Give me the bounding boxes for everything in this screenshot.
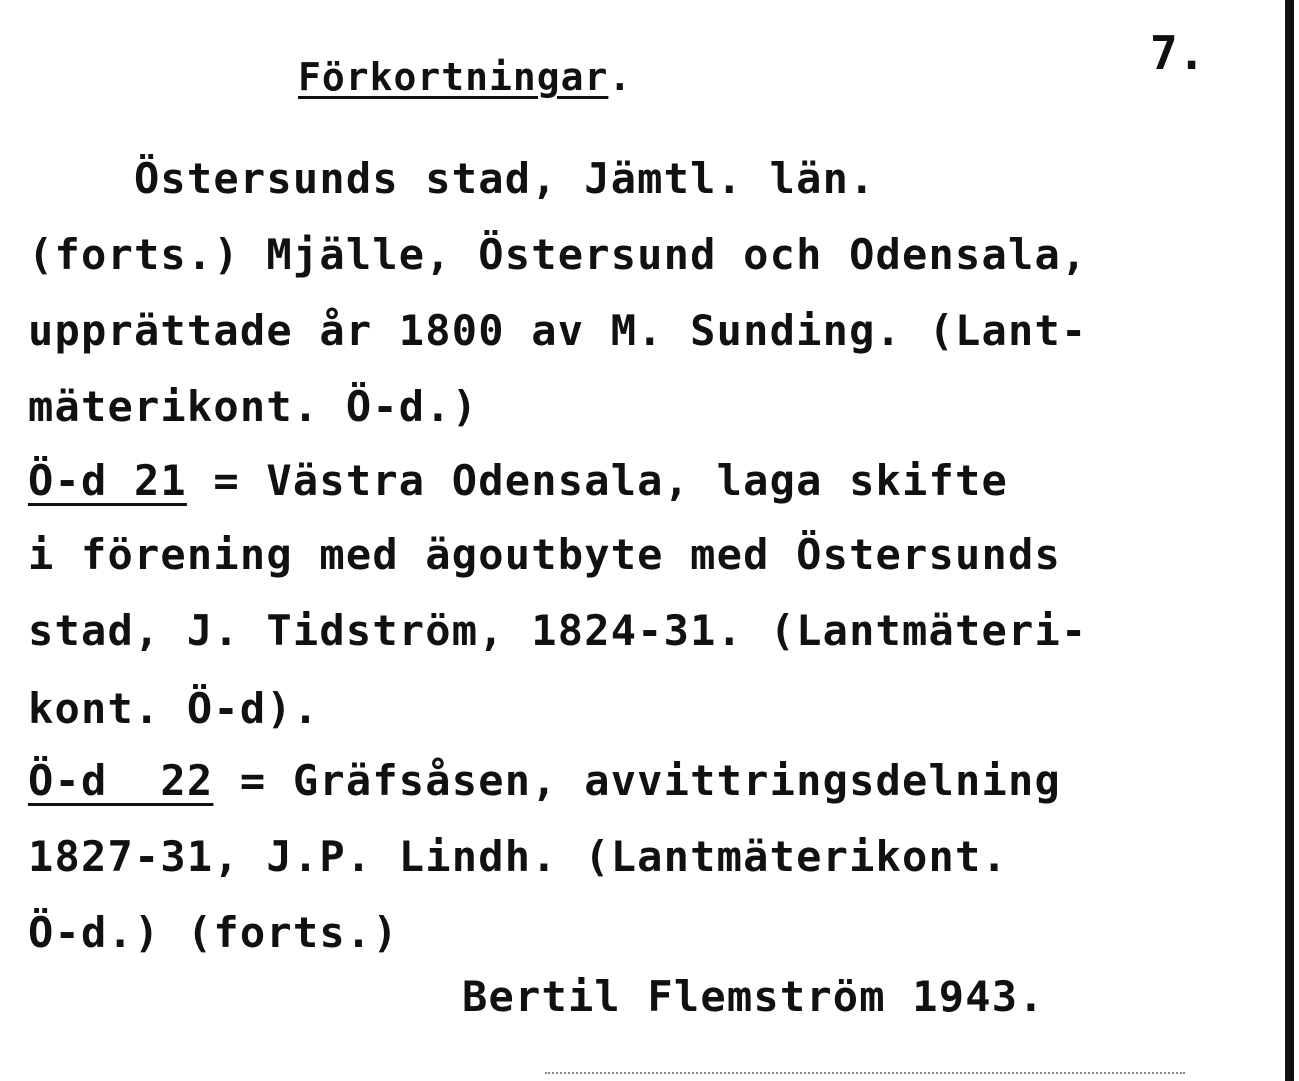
card-title-text: Förkortningar	[298, 55, 609, 99]
text-line-9	[28, 756, 1061, 806]
card-edge	[1285, 0, 1294, 1081]
line-text: Östersunds stad, Jämtl. län.	[28, 154, 876, 203]
text-line-6	[28, 530, 1061, 580]
map-code-od22: Ö-d 22	[28, 756, 214, 805]
text-line-2	[28, 230, 1087, 280]
text-line-1	[28, 154, 876, 204]
line-text: = Västra Odensala, laga skifte	[186, 456, 1008, 505]
line-text: upprättade år 1800 av M. Sunding. (Lant-	[28, 306, 1088, 355]
text-line-11	[28, 908, 399, 958]
line-text: 1827-31, J.P. Lindh. (Lantmäterikont.	[28, 832, 1008, 881]
text-line-5	[28, 456, 1008, 506]
text-line-7	[28, 606, 1087, 656]
text-line-3	[28, 306, 1087, 356]
text-line-8	[28, 684, 319, 734]
text-line-4	[28, 382, 478, 432]
line-text: Ö-d.) (forts.)	[28, 908, 399, 957]
line-text: mäterikont. Ö-d.)	[28, 382, 479, 431]
line-text: i förening med ägoutbyte med Östersunds	[28, 530, 1061, 579]
scan-artifact-dots	[545, 1072, 1185, 1076]
line-text: kont. Ö-d).	[28, 684, 320, 733]
line-text: stad, J. Tidström, 1824-31. (Lantmäteri-	[28, 606, 1088, 655]
page-number: 7.	[1150, 26, 1206, 80]
card-title-period: .	[608, 55, 633, 99]
signature: Bertil Flemström 1943.	[462, 972, 1045, 1021]
text-line-10	[28, 832, 1008, 882]
card-title	[298, 54, 632, 100]
line-text: = Gräfsåsen, avvittringsdelning	[213, 756, 1061, 805]
line-text: (forts.) Mjälle, Östersund och Odensala,	[28, 230, 1088, 279]
map-code-od21: Ö-d 21	[28, 456, 187, 505]
